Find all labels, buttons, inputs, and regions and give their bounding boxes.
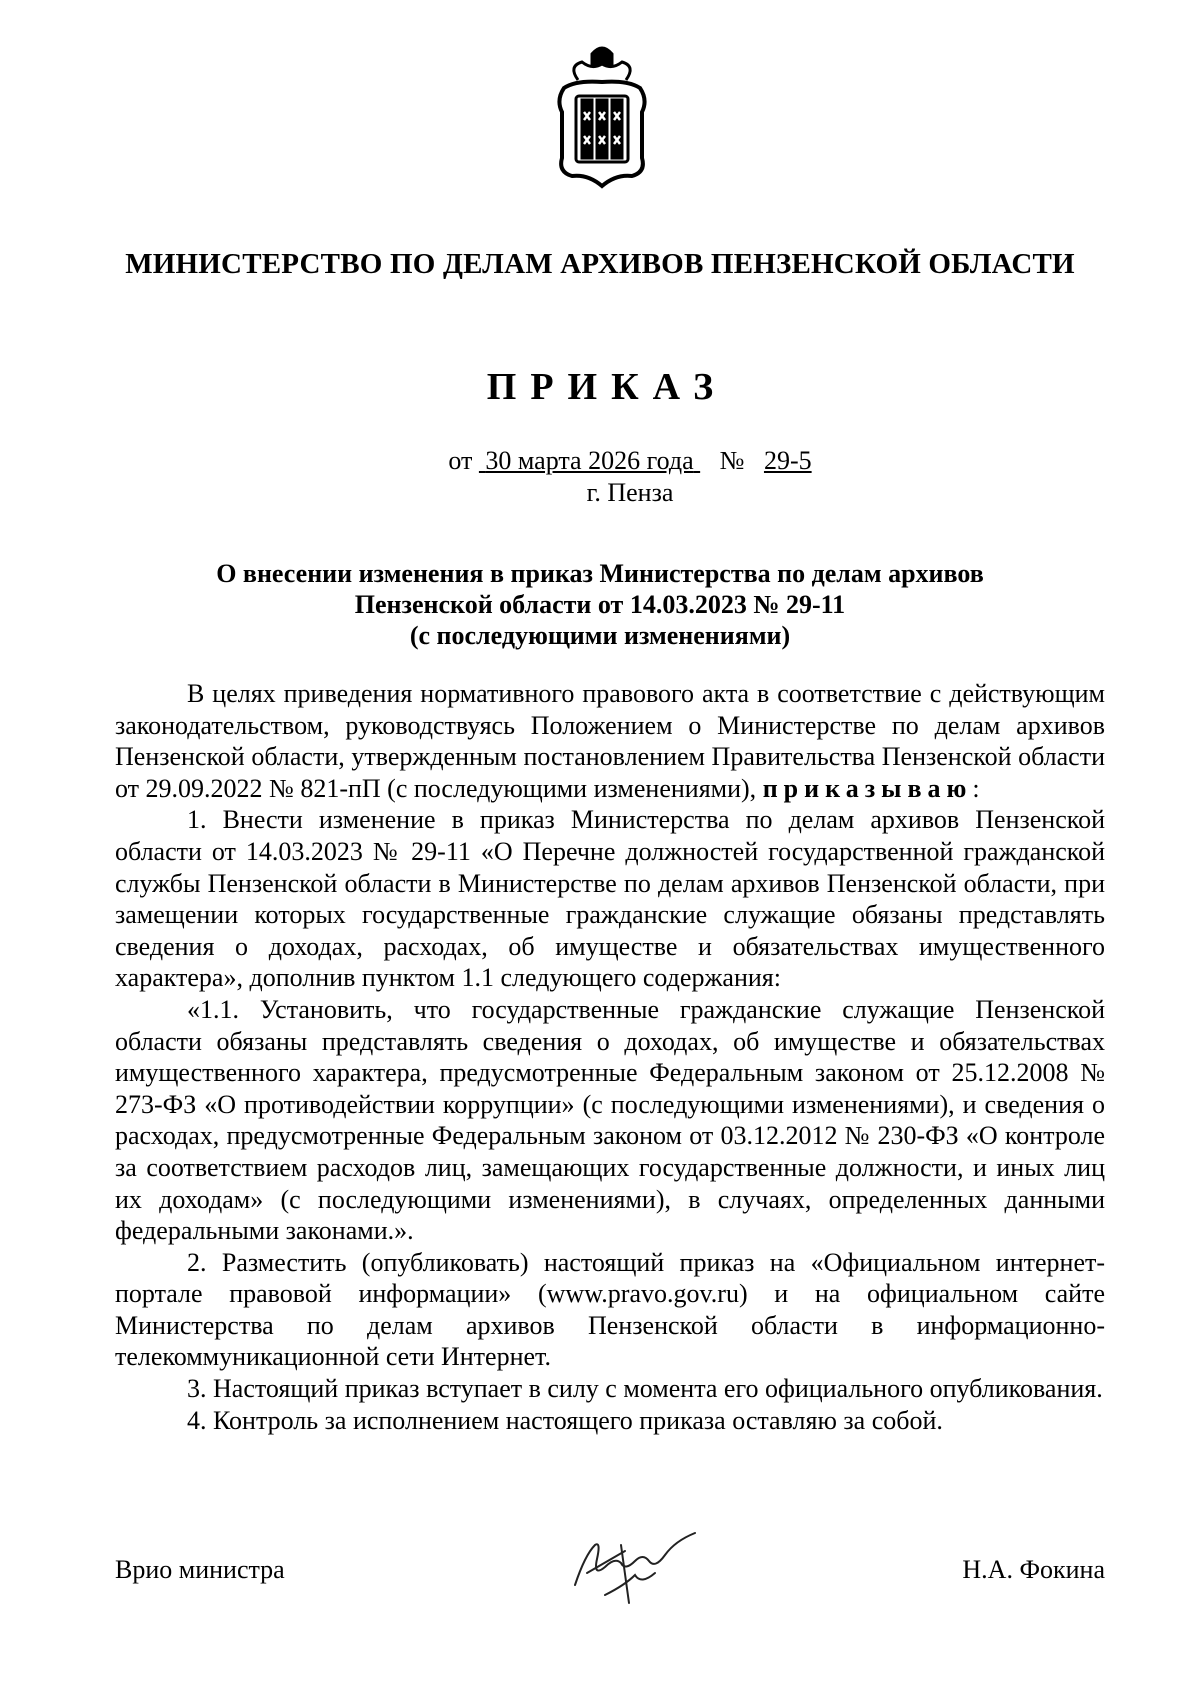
document-title: ПРИКАЗ [486,366,728,408]
item-3: 3. Настоящий приказ вступает в силу с момента его официального опубликования. [187,1374,1103,1404]
date-prefix: от [448,446,473,475]
subject-line-1: О внесении изменения в приказ Министерства по делам архивов [216,559,984,588]
number-sign: № [719,446,745,475]
document-date: 30 марта 2026 года [485,446,694,475]
order-word: приказываю [762,773,973,803]
document-subject [0,558,1200,651]
signatory-name: Н.А. Фокина [962,1555,1105,1584]
handwritten-signature-icon [565,1515,715,1610]
item-1: 1. Внести изменение в приказ Министерства по делам архивов Пензенской области от 14.03.2023 № 29-11 «О Перечне должностей государственной гражданской службы Пензенской области в Министерстве по делам архивов Пензенской области, при замещении которых государственные гражданские служащие обязаны представлять сведения о доходах, расходах, об имуществе и обязательствах имущественного характера», дополнив пунктом 1.1 следующего содержания: [115,805,1105,993]
document-body [115,678,1105,1436]
date-line [0,446,1200,476]
item-4: 4. Контроль за исполнением настоящего приказа оставляю за собой. [187,1405,943,1435]
document-number: 29-5 [763,446,812,475]
intro-paragraph: В целях приведения нормативного правового акта в соответствие с действующим законодательством, руководствуясь Положением о Министерстве по делам архивов Пензенской области, утвержденным постановлением Правительства Пензенской области от 29.09.2022 № 821-пП (с последующими изменениями), приказываю: [115,679,1105,803]
item-2: 2. Разместить (опубликовать) настоящий приказ на «Официальном интернет-портале правовой информации» (www.pravo.gov.ru) и на официальном сайте Министерства по делам архивов Пензенской области в информационно-телекоммуникационной сети Интернет. [115,1247,1105,1372]
city: г. Пенза [586,478,674,507]
signatory-position: Врио министра [115,1555,285,1584]
ministry-name: МИНИСТЕРСТВО ПО ДЕЛАМ АРХИВОВ ПЕНЗЕНСКОЙ ОБЛАСТИ [125,248,1075,280]
subject-line-3: (с последующими изменениями) [409,621,791,650]
coat-of-arms-icon [548,40,656,190]
subject-line-2: Пензенской области от 14.03.2023 № 29-11 [354,590,846,619]
item-1-1: «1.1. Установить, что государственные гражданские служащие Пензенской области обязаны представлять сведения о доходах, об имуществе и обязательствах имущественного характера, предусмотренные Федеральным законом от 25.12.2008 № 273-ФЗ «О противодействии коррупции» (с последующими изменениями), и сведения о расходах, предусмотренные Федеральным законом от 03.12.2012 № 230-ФЗ «О контроле за соответствием расходов лиц, замещающих государственные должности, и иных лиц их доходам» (с последующими изменениями), в случаях, определенных данными федеральными законами.». [115,994,1105,1246]
